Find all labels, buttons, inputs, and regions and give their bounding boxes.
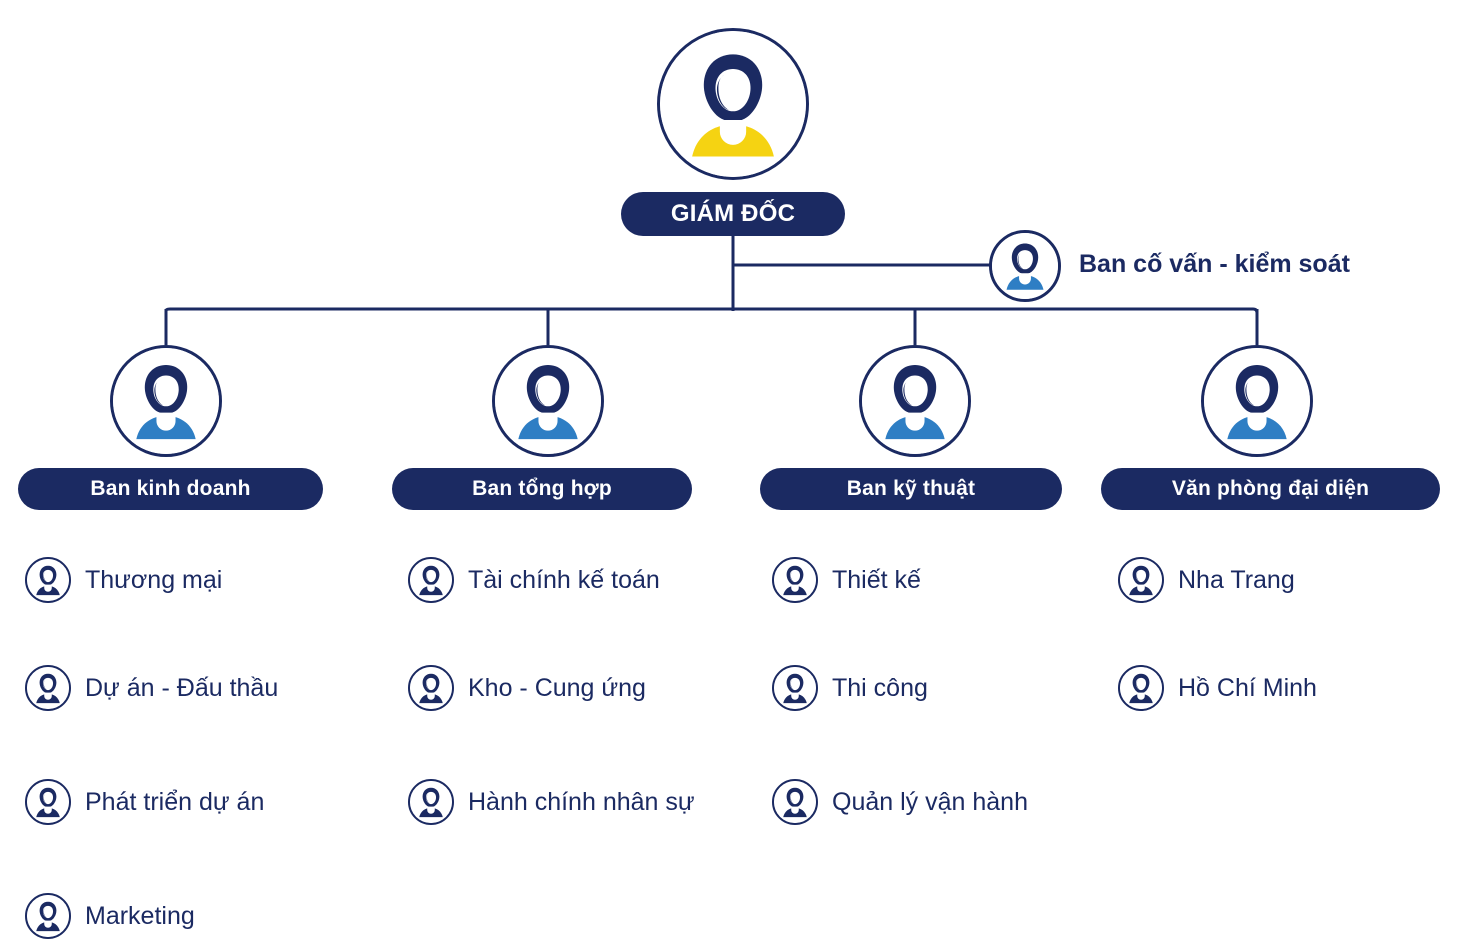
sub-item-label: Hành chính nhân sự [468,787,695,816]
sub-item-0-2 [25,779,264,825]
department-label-text-3: Văn phòng đại diện [1171,477,1370,500]
advisor-avatar [989,230,1061,302]
sub-item-2-1 [772,665,928,711]
sub-item-1-2 [408,779,695,825]
department-label-1 [392,468,692,510]
person-icon [772,557,818,603]
sub-item-label: Nha Trang [1178,565,1295,594]
sub-item-label: Marketing [85,901,195,930]
sub-item-label: Thương mại [85,565,223,594]
person-icon [772,779,818,825]
department-avatar-1 [492,345,604,457]
person-icon [25,665,71,711]
sub-item-2-2 [772,779,1028,825]
sub-item-1-0 [408,557,660,603]
sub-item-label: Kho - Cung ứng [468,673,646,702]
sub-item-label: Phát triển dự án [85,787,265,816]
person-icon [772,665,818,711]
department-avatar-3 [1201,345,1313,457]
department-label-0 [18,468,323,510]
sub-item-label: Quản lý vận hành [832,787,1028,816]
department-avatar-2 [859,345,971,457]
sub-item-3-1 [1118,665,1317,711]
department-label-text-1: Ban tổng hợp [472,477,612,500]
sub-item-label: Thiết kế [832,565,921,594]
sub-item-label: Tài chính kế toán [468,565,660,594]
person-icon [408,779,454,825]
person-icon [1118,665,1164,711]
department-label-text-2: Ban kỹ thuật [846,477,976,500]
person-icon [25,779,71,825]
advisor-label: Ban cố vấn - kiểm soát [1079,250,1350,278]
sub-item-3-0 [1118,557,1295,603]
sub-item-2-0 [772,557,921,603]
root-label-pill [621,192,845,236]
sub-item-label: Thi công [832,673,928,702]
department-label-2 [760,468,1062,510]
person-icon [408,665,454,711]
root-label: GIÁM ĐỐC [670,200,796,227]
sub-item-label: Dự án - Đấu thầu [85,673,279,702]
person-icon [1118,557,1164,603]
sub-item-label: Hồ Chí Minh [1178,673,1317,702]
person-icon [25,893,71,939]
department-avatar-0 [110,345,222,457]
person-icon [408,557,454,603]
person-icon [25,557,71,603]
department-label-3 [1101,468,1440,510]
sub-item-0-3 [25,893,195,939]
sub-item-0-1 [25,665,278,711]
department-label-text-0: Ban kinh doanh [90,477,251,500]
sub-item-0-0 [25,557,222,603]
sub-item-1-1 [408,665,646,711]
root-avatar [657,28,809,180]
